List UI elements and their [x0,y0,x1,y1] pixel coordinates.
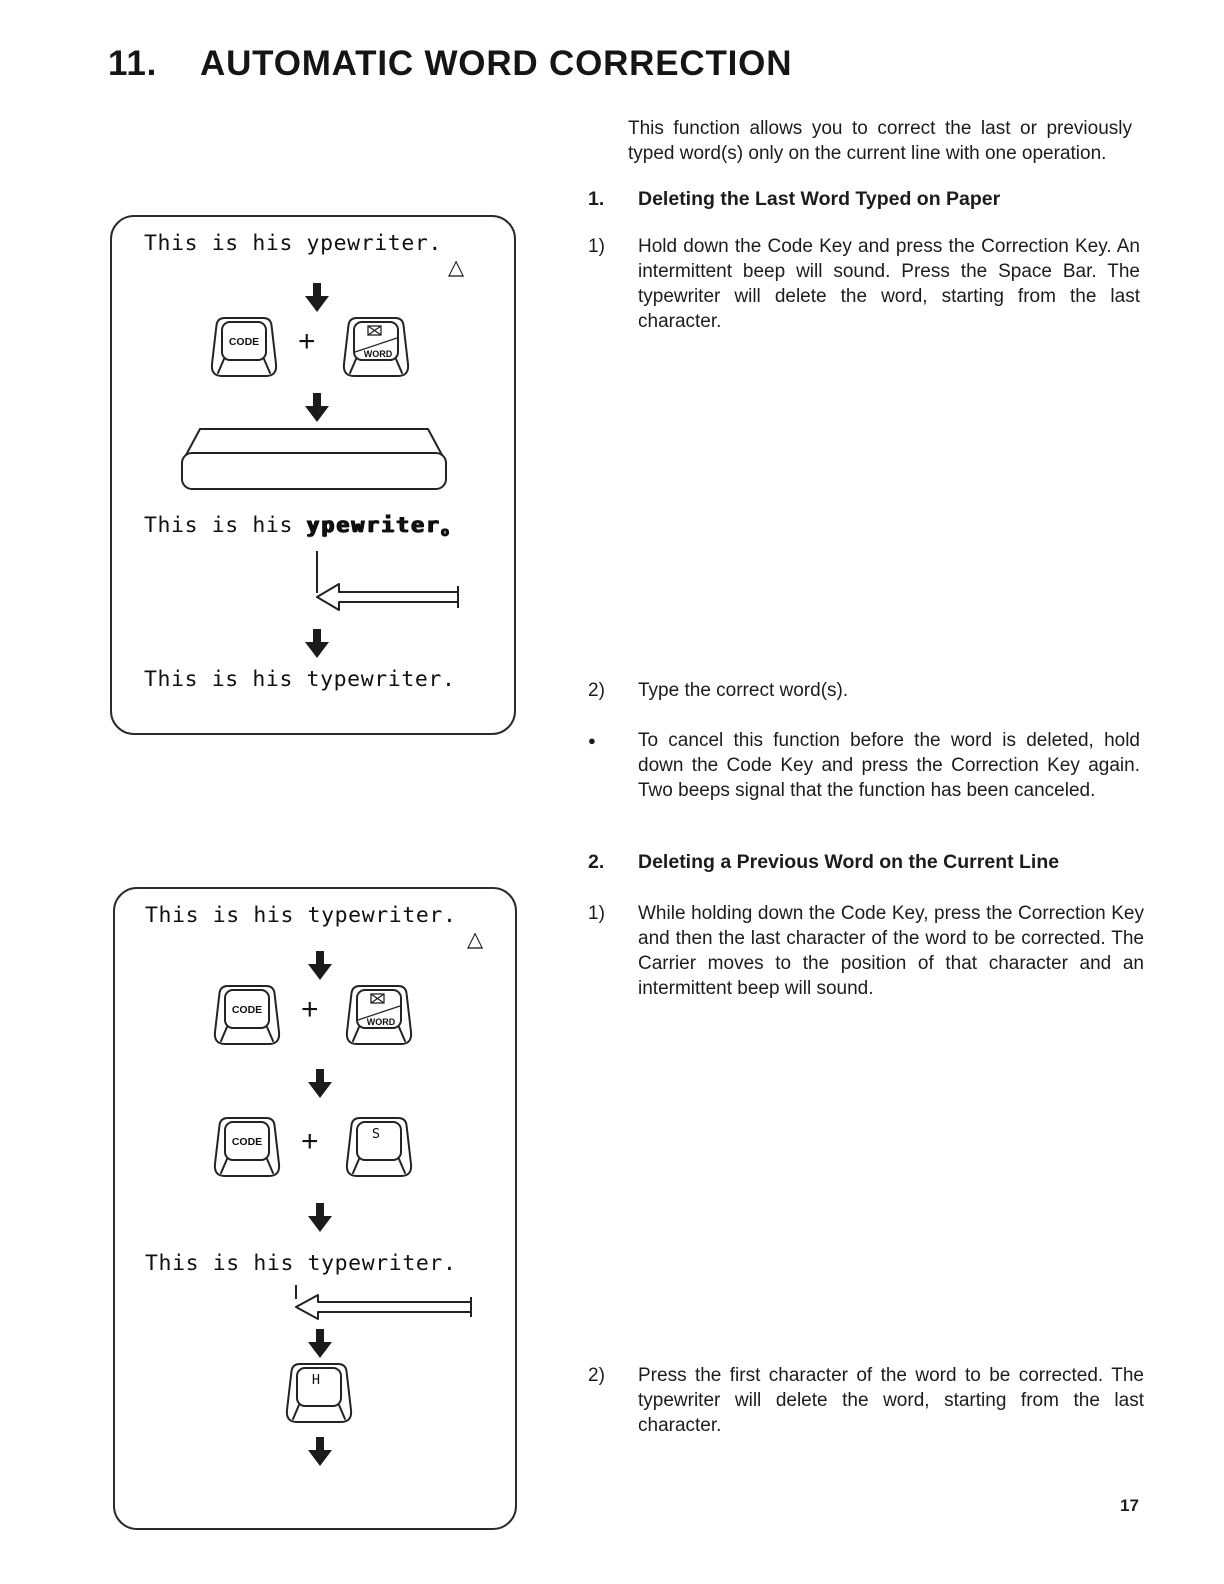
down-arrow-icon [307,951,333,981]
down-arrow-icon [304,283,330,313]
code-key-label: CODE [228,336,260,348]
smudged-word: ypewriter [306,513,442,538]
section-1-step-1 [588,234,1140,334]
step-label: 1) [588,236,605,257]
down-arrow-icon [307,1437,333,1467]
code-key [211,983,283,1047]
plus-sign: + [301,1125,319,1158]
section-1-note [588,728,1140,803]
bullet-icon: ● [588,733,596,748]
note-text: To cancel this function before the word is deleted, hold down the Code Key and press the Correction Key again. Two beeps signal that the function has been canceled. [638,730,1140,801]
s-key [343,1115,415,1179]
page-title [108,44,792,84]
smudged-mark: o [441,525,449,540]
correction-word-key [343,983,415,1047]
step-label: 2) [588,1365,605,1386]
sample-line-smudged [144,513,449,540]
step-text: Hold down the Code Key and press the Correction Key. An intermittent beep will sound. Press the Space Bar. The typewriter will delete the word, starting from the last character. [638,236,1140,332]
figure-1-box [110,215,516,735]
position-marker-icon: △ [448,256,465,279]
sample-line-after: This is his typewriter. [144,667,456,692]
h-key [283,1361,355,1425]
smudged-prefix: This is his [144,513,307,538]
step-text: Press the first character of the word to be corrected. The typewriter will delete the word, starting from the last character. [638,1365,1144,1436]
step-text: Type the correct word(s). [638,680,849,701]
section-2-number: 2. [588,851,605,873]
s-key-label: S [371,1126,381,1142]
code-key [208,315,280,379]
intro-paragraph: This function allows you to correct the last or previously typed word(s) only on the current line with one operation. [628,118,1132,164]
sample-line-before: This is his typewriter. [145,903,457,928]
section-1-heading [588,188,1140,211]
step-label: 2) [588,680,605,701]
step-label: 1) [588,903,605,924]
code-key-label: CODE [231,1136,263,1148]
code-key-label: CODE [231,1004,263,1016]
down-arrow-icon [304,629,330,659]
section-1-title: Deleting the Last Word Typed on Paper [638,188,1001,210]
section-1-number: 1. [588,188,605,210]
section-2-step-1 [588,901,1144,1001]
figure-2-box [113,887,517,1530]
section-1-step-2 [588,678,1140,703]
code-key [211,1115,283,1179]
plus-sign: + [298,325,316,358]
page-number: 17 [1120,1496,1139,1515]
sample-line-after: This is his typewriter. [145,1251,457,1276]
correction-key-label: WORD [363,349,393,359]
page-title-text: AUTOMATIC WORD CORRECTION [200,44,793,83]
down-arrow-icon [307,1203,333,1233]
step-text: While holding down the Code Key, press the Correction Key and then the last character of the word to be corrected. The Carrier moves to the position of that character and an intermittent beep will sound. [638,903,1144,999]
carrier-left-arrow-icon [308,551,473,621]
down-arrow-icon [307,1329,333,1359]
section-2-step-2 [588,1363,1144,1438]
carrier-left-arrow-icon [287,1285,487,1327]
down-arrow-icon [304,393,330,423]
h-key-label: H [311,1372,321,1388]
plus-sign: + [301,993,319,1026]
sample-line-before: This is his ypewriter. [144,231,442,256]
position-marker-icon: △ [467,928,484,951]
space-bar [170,423,458,497]
correction-word-key [340,315,412,379]
section-2-heading [588,851,1144,874]
section-2-title: Deleting a Previous Word on the Current Line [638,851,1060,873]
page-title-number: 11. [108,44,158,83]
down-arrow-icon [307,1069,333,1099]
correction-key-label: WORD [366,1017,396,1027]
